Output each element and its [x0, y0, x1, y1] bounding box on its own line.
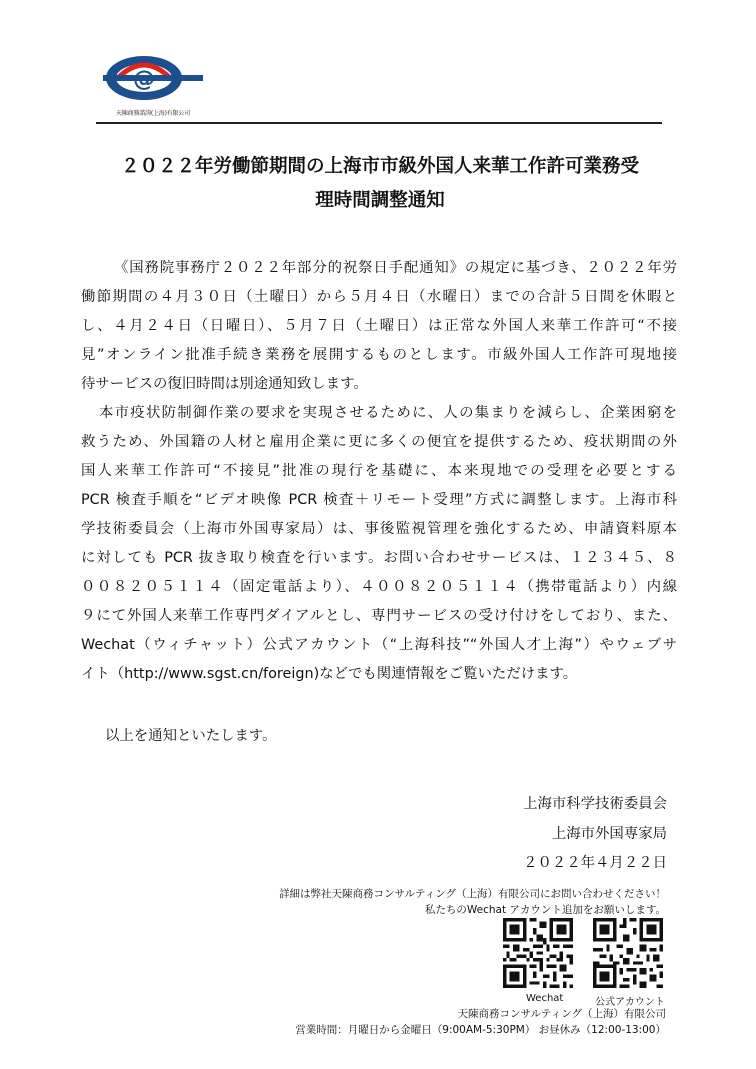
paragraph-1-line: し、４月２４日（日曜日）、５月７日（土曜日）は正常な外国人来華工作許可“不接 — [81, 318, 677, 334]
paragraph-2-line: 学技術委員会（上海市外国専家局）は、事後監視管理を強化するため、申請資料原本 — [81, 521, 677, 537]
title-line-2: 理時間調整通知 — [315, 190, 445, 211]
paragraph-2-line: 国人来華工作許可“不接見”批准の現行を基礎に、本来現地での受理を必要とする — [81, 463, 677, 479]
company-logo — [98, 48, 208, 120]
paragraph-2-line: Wechat（ウィチャット）公式アカウント（“上海科技”“外国人才上海”）やウェブサ — [81, 637, 677, 653]
title-line-1: ２０２２年労働節期間の上海市市級外国人来華工作許可業務受 — [120, 156, 639, 177]
qr-label-wechat: Wechat — [526, 993, 564, 1004]
paragraph-2-line: イト（http://www.sgst.cn/foreign)などでも関連情報をご覧いただけます。 — [81, 666, 578, 682]
paragraph-1-line: 働節期間の４月３０日（土曜日）から５月４日（水曜日）までの合計５日間を休暇と — [81, 289, 677, 305]
paragraph-2-line: に対しても PCR 抜き取り検査を行います。お問い合わせサービスは、１２３４５、８ — [81, 550, 677, 566]
signature-date: ２０２２年４月２２日 — [523, 855, 667, 871]
footer-company-name: 天陳商務コンサルティング（上海）有限公司 — [457, 1008, 666, 1020]
notice-body — [81, 254, 677, 751]
logo-caption: 天陳商務諮詢(上海)有限公司 — [116, 110, 190, 117]
wechat-qr-code[interactable] — [503, 918, 573, 988]
closing-line: 以上を通知といたします。 — [105, 728, 277, 744]
notice-title — [90, 150, 670, 218]
footer-contact-line: 詳細は弊社天陳商務コンサルティング（上海）有限公司にお問い合わせください！ — [279, 888, 666, 900]
paragraph-1-line: 見”オンライン批准手続き業務を展開するものとします。市級外国人工作許可現地接 — [81, 347, 677, 363]
header-divider — [96, 122, 662, 124]
paragraph-1-line: 待サービスの復旧時間は別途通知致します。 — [81, 376, 368, 392]
qr-label-official-account: 公式アカウント — [595, 997, 665, 1008]
paragraph-2-line: PCR 検査手順を“ビデオ映像 PCR 検査＋リモート受理”方式に調整します。上海市科 — [81, 492, 677, 508]
paragraph-2-line: 救うため、外国籍の人材と雇用企業に更に多くの便宜を提供するため、疫状期間の外 — [81, 434, 677, 450]
official-account-qr-code[interactable] — [593, 918, 663, 988]
footer-wechat-line: 私たちのWechat アカウント追加をお願いします。 — [424, 904, 666, 916]
svg-text:@: @ — [133, 67, 155, 92]
signature-org-2: 上海市外国専家局 — [551, 826, 667, 842]
signature-org-1: 上海市科学技術委員会 — [523, 796, 667, 812]
paragraph-2-line: ００８２０５１１４（固定電話より）、４００８２０５１１４（携帯電話より）内線 — [81, 579, 677, 595]
paragraph-2-line: 本市疫状防制御作業の要求を実現させるために、人の集まりを減らし、企業困窮を — [99, 405, 677, 421]
paragraph-1-line: 《国務院事務庁２０２２年部分的祝祭日手配通知》の規定に基づき、２０２２年労 — [114, 260, 677, 276]
logo-emblem-icon — [98, 48, 208, 108]
footer-business-hours: 営業時間：月曜日から金曜日（9:00AM-5:30PM） お昼休み（12:00-13:00） — [295, 1024, 666, 1036]
paragraph-2-line: ９にて外国人来華工作専門ダイアルとし、専門サービスの受け付けをしており、また、 — [81, 608, 677, 624]
